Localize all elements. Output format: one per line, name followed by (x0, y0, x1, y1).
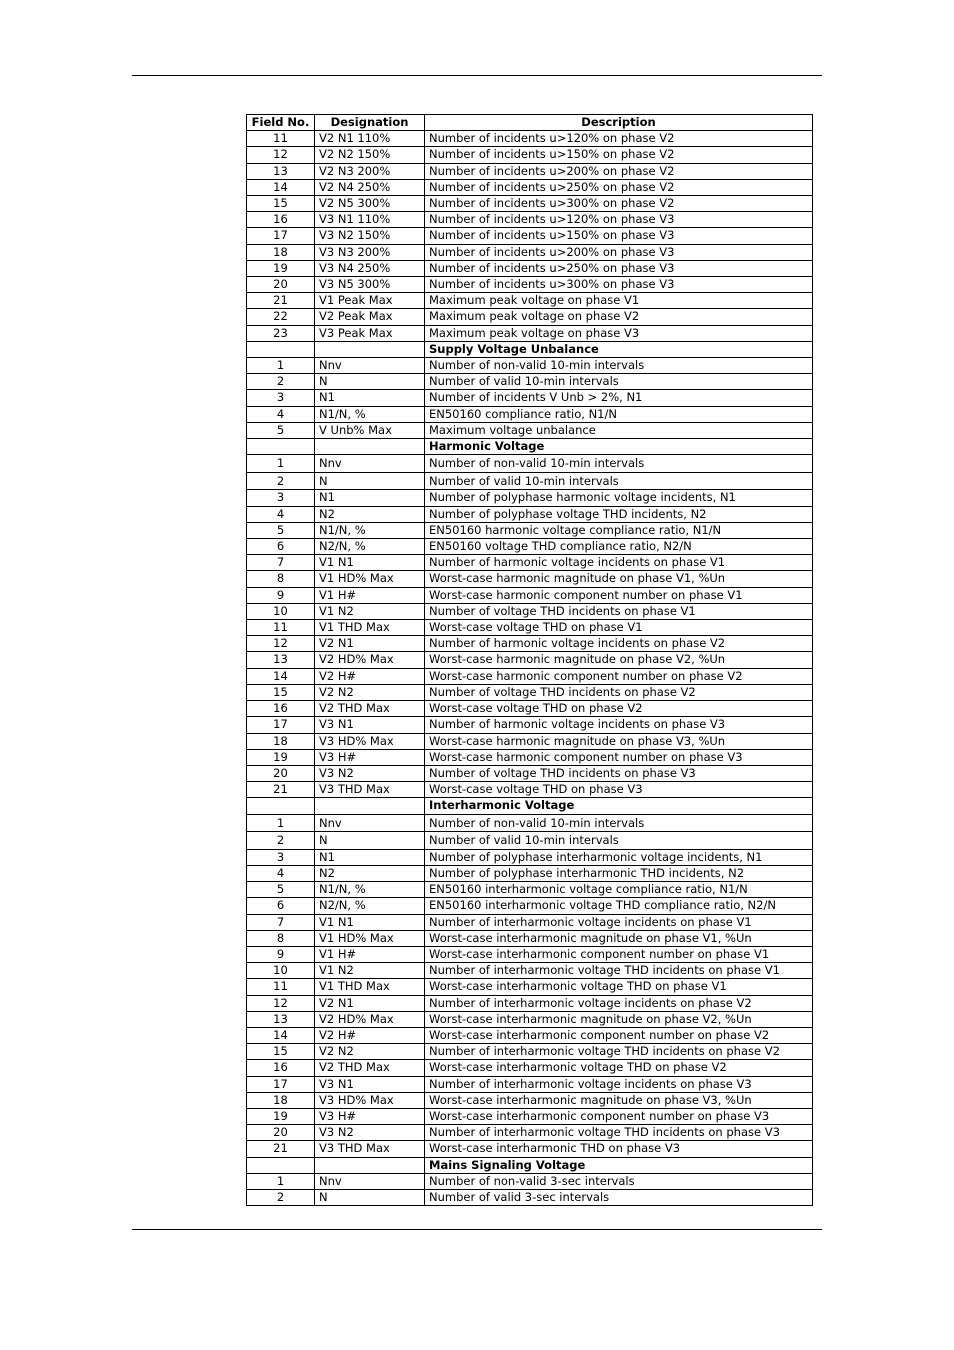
description: EN50160 interharmonic voltage compliance ratio, N1/N (425, 882, 813, 898)
designation: V3 THD Max (315, 1141, 425, 1157)
section-title: Mains Signaling Voltage (425, 1157, 813, 1173)
table-row (247, 717, 813, 733)
description: Number of incidents u>150% on phase V2 (425, 147, 813, 163)
table-row (247, 163, 813, 179)
section-designation-cell (315, 341, 425, 357)
field-number: 20 (247, 277, 315, 293)
table-row (247, 898, 813, 914)
table-row (247, 832, 813, 850)
table-row (247, 930, 813, 946)
designation: N2 (315, 865, 425, 881)
table-row (247, 1125, 813, 1141)
description: Number of valid 3-sec intervals (425, 1189, 813, 1205)
designation: N (315, 472, 425, 490)
designation: V1 N2 (315, 603, 425, 619)
field-number: 19 (247, 1108, 315, 1124)
designation: V1 H# (315, 946, 425, 962)
designation: V1 N1 (315, 914, 425, 930)
description: EN50160 voltage THD compliance ratio, N2/N (425, 539, 813, 555)
table-row (247, 422, 813, 438)
table-row (247, 406, 813, 422)
table-row (247, 196, 813, 212)
header-description: Description (425, 115, 813, 131)
field-number: 6 (247, 898, 315, 914)
designation: Nnv (315, 358, 425, 374)
field-number: 15 (247, 196, 315, 212)
designation: N1/N, % (315, 406, 425, 422)
designation: V2 N5 300% (315, 196, 425, 212)
table-row (247, 325, 813, 341)
field-number: 5 (247, 882, 315, 898)
designation: N2/N, % (315, 898, 425, 914)
field-number: 21 (247, 782, 315, 798)
designation: V3 HD% Max (315, 733, 425, 749)
header-rule (132, 75, 822, 76)
description: EN50160 compliance ratio, N1/N (425, 406, 813, 422)
description: Number of harmonic voltage incidents on phase V3 (425, 717, 813, 733)
description: Worst-case interharmonic magnitude on phase V1, %Un (425, 930, 813, 946)
description: Worst-case interharmonic magnitude on phase V3, %Un (425, 1092, 813, 1108)
designation: N1/N, % (315, 882, 425, 898)
designation: V1 Peak Max (315, 293, 425, 309)
field-number: 9 (247, 946, 315, 962)
field-number: 2 (247, 472, 315, 490)
field-number: 13 (247, 1011, 315, 1027)
field-number: 4 (247, 406, 315, 422)
field-table (246, 114, 813, 1206)
table-row (247, 684, 813, 700)
table-row (247, 946, 813, 962)
description: Number of valid 10-min intervals (425, 832, 813, 850)
table-row (247, 849, 813, 865)
table-row (247, 374, 813, 390)
description: EN50160 harmonic voltage compliance ratio, N1/N (425, 522, 813, 538)
field-number: 1 (247, 358, 315, 374)
designation: N1 (315, 849, 425, 865)
description: Worst-case interharmonic component number on phase V2 (425, 1027, 813, 1043)
description: Worst-case harmonic magnitude on phase V1, %Un (425, 571, 813, 587)
description: Number of incidents u>200% on phase V3 (425, 244, 813, 260)
table-row (247, 603, 813, 619)
field-number: 1 (247, 1173, 315, 1189)
designation: N1 (315, 390, 425, 406)
description: Number of harmonic voltage incidents on phase V1 (425, 555, 813, 571)
description: Worst-case interharmonic voltage THD on phase V1 (425, 979, 813, 995)
table-row (247, 571, 813, 587)
field-number: 12 (247, 636, 315, 652)
table-row (247, 506, 813, 522)
designation: V2 N2 (315, 1044, 425, 1060)
field-number: 4 (247, 506, 315, 522)
designation: V1 HD% Max (315, 571, 425, 587)
field-number: 14 (247, 668, 315, 684)
field-number: 22 (247, 309, 315, 325)
table-body (247, 131, 813, 1206)
field-number: 8 (247, 930, 315, 946)
designation: V3 N2 (315, 765, 425, 781)
table-row (247, 1027, 813, 1043)
table-row (247, 277, 813, 293)
designation: V1 N1 (315, 555, 425, 571)
section-title: Supply Voltage Unbalance (425, 341, 813, 357)
designation: V2 THD Max (315, 701, 425, 717)
field-number: 1 (247, 814, 315, 832)
table-row (247, 179, 813, 195)
designation: N2 (315, 506, 425, 522)
field-number: 5 (247, 522, 315, 538)
table-row (247, 309, 813, 325)
table-row (247, 390, 813, 406)
section-field-no-cell (247, 1157, 315, 1173)
description: Number of non-valid 3-sec intervals (425, 1173, 813, 1189)
table-row (247, 979, 813, 995)
designation: V2 N2 (315, 684, 425, 700)
designation: V3 N5 300% (315, 277, 425, 293)
field-number: 3 (247, 390, 315, 406)
designation: V2 N1 (315, 995, 425, 1011)
description: Worst-case interharmonic component number on phase V1 (425, 946, 813, 962)
description: Worst-case voltage THD on phase V1 (425, 620, 813, 636)
description: Number of incidents u>250% on phase V2 (425, 179, 813, 195)
table-row (247, 358, 813, 374)
designation: V2 HD% Max (315, 1011, 425, 1027)
field-number: 15 (247, 1044, 315, 1060)
section-header-row (247, 439, 813, 455)
field-number: 13 (247, 652, 315, 668)
designation: V2 N2 150% (315, 147, 425, 163)
designation: V3 N3 200% (315, 244, 425, 260)
table-row (247, 260, 813, 276)
table-row (247, 455, 813, 473)
table-row (247, 244, 813, 260)
description: Number of harmonic voltage incidents on phase V2 (425, 636, 813, 652)
description: Number of incidents u>120% on phase V2 (425, 131, 813, 147)
table-row (247, 212, 813, 228)
description: Number of non-valid 10-min intervals (425, 455, 813, 473)
designation: V1 H# (315, 587, 425, 603)
designation: V2 N3 200% (315, 163, 425, 179)
table-row (247, 668, 813, 684)
field-number: 16 (247, 701, 315, 717)
field-number: 12 (247, 995, 315, 1011)
header-field-no: Field No. (247, 115, 315, 131)
table-row (247, 782, 813, 798)
description: Number of interharmonic voltage incidents on phase V3 (425, 1076, 813, 1092)
description: Worst-case harmonic component number on phase V2 (425, 668, 813, 684)
description: Number of incidents u>300% on phase V3 (425, 277, 813, 293)
table-row (247, 1060, 813, 1076)
table-row (247, 1092, 813, 1108)
section-field-no-cell (247, 798, 315, 814)
field-number: 18 (247, 733, 315, 749)
field-number: 6 (247, 539, 315, 555)
table-row (247, 733, 813, 749)
designation: V3 N1 (315, 717, 425, 733)
description: Worst-case harmonic magnitude on phase V3, %Un (425, 733, 813, 749)
description: Number of interharmonic voltage THD incidents on phase V3 (425, 1125, 813, 1141)
section-header-row (247, 341, 813, 357)
table-row (247, 1108, 813, 1124)
description: EN50160 interharmonic voltage THD compliance ratio, N2/N (425, 898, 813, 914)
table-row (247, 814, 813, 832)
description: Number of polyphase interharmonic voltage incidents, N1 (425, 849, 813, 865)
designation: V3 H# (315, 749, 425, 765)
description: Number of polyphase voltage THD incidents, N2 (425, 506, 813, 522)
field-number: 16 (247, 1060, 315, 1076)
designation: V2 H# (315, 1027, 425, 1043)
designation: V2 Peak Max (315, 309, 425, 325)
field-number: 11 (247, 979, 315, 995)
field-number: 15 (247, 684, 315, 700)
description: Worst-case harmonic component number on phase V3 (425, 749, 813, 765)
section-title: Interharmonic Voltage (425, 798, 813, 814)
description: Number of polyphase interharmonic THD incidents, N2 (425, 865, 813, 881)
description: Number of incidents u>200% on phase V2 (425, 163, 813, 179)
table-row (247, 587, 813, 603)
designation: V3 N1 110% (315, 212, 425, 228)
description: Worst-case voltage THD on phase V3 (425, 782, 813, 798)
table-row (247, 539, 813, 555)
designation: Nnv (315, 1173, 425, 1189)
description: Number of interharmonic voltage THD incidents on phase V2 (425, 1044, 813, 1060)
table-header-row (247, 115, 813, 131)
section-designation-cell (315, 798, 425, 814)
field-number: 3 (247, 849, 315, 865)
table-row (247, 472, 813, 490)
field-number: 20 (247, 1125, 315, 1141)
designation: V1 THD Max (315, 620, 425, 636)
description: Number of incidents u>300% on phase V2 (425, 196, 813, 212)
table-row (247, 1141, 813, 1157)
section-title: Harmonic Voltage (425, 439, 813, 455)
field-number: 3 (247, 490, 315, 506)
description: Number of voltage THD incidents on phase V1 (425, 603, 813, 619)
designation: V2 THD Max (315, 1060, 425, 1076)
table-row (247, 963, 813, 979)
field-number: 2 (247, 1189, 315, 1205)
section-designation-cell (315, 439, 425, 455)
field-number: 11 (247, 131, 315, 147)
table-row (247, 490, 813, 506)
description: Number of interharmonic voltage incidents on phase V2 (425, 995, 813, 1011)
designation: N1/N, % (315, 522, 425, 538)
designation: V1 N2 (315, 963, 425, 979)
field-number: 17 (247, 1076, 315, 1092)
description: Worst-case harmonic magnitude on phase V2, %Un (425, 652, 813, 668)
table-row (247, 765, 813, 781)
table-row (247, 522, 813, 538)
table-row (247, 652, 813, 668)
section-field-no-cell (247, 439, 315, 455)
description: Worst-case interharmonic component number on phase V3 (425, 1108, 813, 1124)
field-number: 20 (247, 765, 315, 781)
description: Maximum voltage unbalance (425, 422, 813, 438)
description: Number of valid 10-min intervals (425, 374, 813, 390)
header-designation: Designation (315, 115, 425, 131)
description: Number of polyphase harmonic voltage incidents, N1 (425, 490, 813, 506)
field-number: 13 (247, 163, 315, 179)
field-number: 10 (247, 963, 315, 979)
description: Worst-case interharmonic voltage THD on phase V2 (425, 1060, 813, 1076)
description: Number of valid 10-min intervals (425, 472, 813, 490)
field-number: 17 (247, 228, 315, 244)
table-row (247, 228, 813, 244)
designation: N (315, 374, 425, 390)
table-row (247, 131, 813, 147)
field-number: 14 (247, 179, 315, 195)
field-number: 10 (247, 603, 315, 619)
description: Maximum peak voltage on phase V2 (425, 309, 813, 325)
table-row (247, 1189, 813, 1205)
section-designation-cell (315, 1157, 425, 1173)
description: Number of non-valid 10-min intervals (425, 814, 813, 832)
table-row (247, 293, 813, 309)
designation: V3 Peak Max (315, 325, 425, 341)
table-row (247, 865, 813, 881)
field-number: 9 (247, 587, 315, 603)
description: Maximum peak voltage on phase V3 (425, 325, 813, 341)
field-number: 14 (247, 1027, 315, 1043)
table-row (247, 749, 813, 765)
description: Number of incidents u>150% on phase V3 (425, 228, 813, 244)
field-number: 2 (247, 374, 315, 390)
description: Maximum peak voltage on phase V1 (425, 293, 813, 309)
section-header-row (247, 1157, 813, 1173)
description: Number of incidents V Unb > 2%, N1 (425, 390, 813, 406)
designation: V3 N2 (315, 1125, 425, 1141)
designation: N (315, 832, 425, 850)
field-number: 19 (247, 260, 315, 276)
table-row (247, 1044, 813, 1060)
table-row (247, 555, 813, 571)
table-row (247, 1011, 813, 1027)
field-number: 11 (247, 620, 315, 636)
designation: V3 N2 150% (315, 228, 425, 244)
table-row (247, 620, 813, 636)
description: Worst-case interharmonic THD on phase V3 (425, 1141, 813, 1157)
field-number: 23 (247, 325, 315, 341)
field-number: 8 (247, 571, 315, 587)
field-number: 18 (247, 244, 315, 260)
field-number: 5 (247, 422, 315, 438)
field-number: 21 (247, 1141, 315, 1157)
description: Worst-case interharmonic magnitude on phase V2, %Un (425, 1011, 813, 1027)
designation: V2 H# (315, 668, 425, 684)
field-number: 18 (247, 1092, 315, 1108)
footer-rule (132, 1229, 822, 1230)
designation: N (315, 1189, 425, 1205)
table-row (247, 1076, 813, 1092)
table-row (247, 701, 813, 717)
designation: V1 THD Max (315, 979, 425, 995)
field-number: 1 (247, 455, 315, 473)
designation: V3 THD Max (315, 782, 425, 798)
designation: V2 N1 (315, 636, 425, 652)
designation: V2 N1 110% (315, 131, 425, 147)
description: Number of non-valid 10-min intervals (425, 358, 813, 374)
designation: V1 HD% Max (315, 930, 425, 946)
section-header-row (247, 798, 813, 814)
field-number: 7 (247, 914, 315, 930)
table-row (247, 914, 813, 930)
field-number: 7 (247, 555, 315, 571)
description: Number of interharmonic voltage THD incidents on phase V1 (425, 963, 813, 979)
field-number: 4 (247, 865, 315, 881)
description: Number of voltage THD incidents on phase V3 (425, 765, 813, 781)
designation: Nnv (315, 814, 425, 832)
field-number: 17 (247, 717, 315, 733)
description: Worst-case harmonic component number on phase V1 (425, 587, 813, 603)
table-row (247, 882, 813, 898)
designation: N1 (315, 490, 425, 506)
designation: V Unb% Max (315, 422, 425, 438)
field-number: 21 (247, 293, 315, 309)
table-row (247, 636, 813, 652)
description: Number of interharmonic voltage incidents on phase V1 (425, 914, 813, 930)
field-number: 2 (247, 832, 315, 850)
designation: V2 N4 250% (315, 179, 425, 195)
designation: V3 N4 250% (315, 260, 425, 276)
description: Number of incidents u>250% on phase V3 (425, 260, 813, 276)
section-field-no-cell (247, 341, 315, 357)
designation: V2 HD% Max (315, 652, 425, 668)
field-number: 12 (247, 147, 315, 163)
table-row (247, 995, 813, 1011)
field-number: 19 (247, 749, 315, 765)
description: Worst-case voltage THD on phase V2 (425, 701, 813, 717)
description: Number of incidents u>120% on phase V3 (425, 212, 813, 228)
field-number: 16 (247, 212, 315, 228)
table-row (247, 1173, 813, 1189)
designation: V3 N1 (315, 1076, 425, 1092)
designation: N2/N, % (315, 539, 425, 555)
designation: V3 H# (315, 1108, 425, 1124)
table-row (247, 147, 813, 163)
designation: Nnv (315, 455, 425, 473)
designation: V3 HD% Max (315, 1092, 425, 1108)
description: Number of voltage THD incidents on phase V2 (425, 684, 813, 700)
